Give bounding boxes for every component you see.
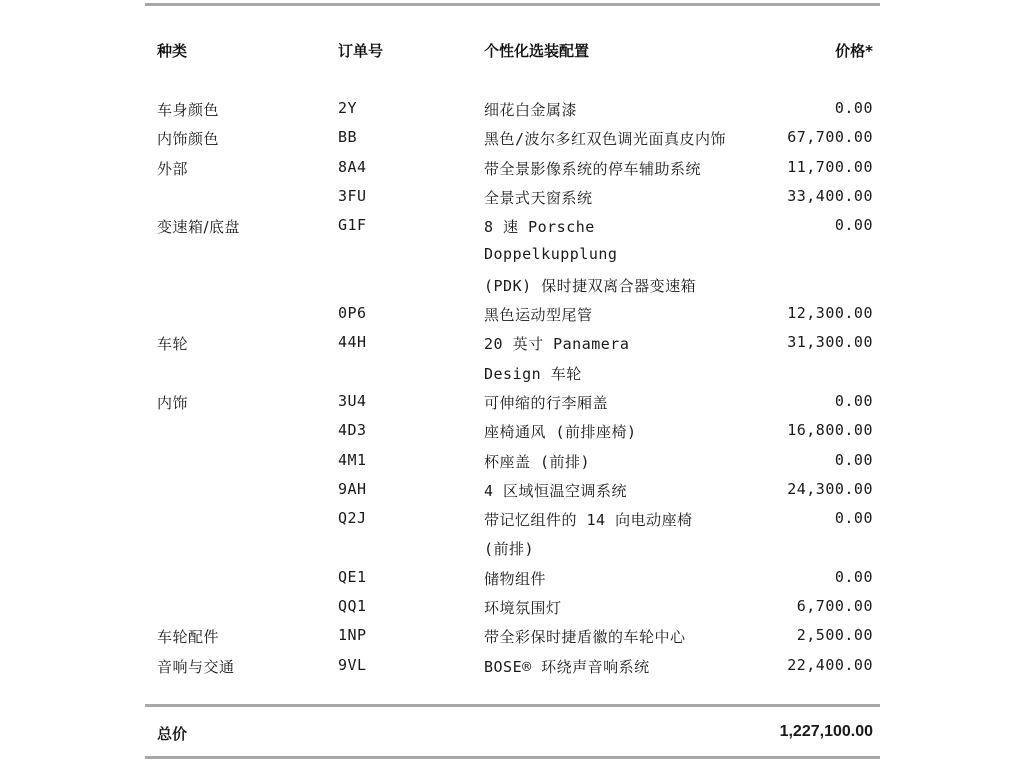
row-category: 内饰颜色 [157, 130, 220, 149]
row-order-number: 0P6 [338, 304, 367, 323]
row-option: 带全景影像系统的停车辅助系统 [484, 159, 702, 178]
row-option: Design 车轮 [484, 364, 582, 383]
row-price: 0.00 [834, 509, 873, 528]
row-option: 环境氛围灯 [484, 599, 562, 618]
table-row [0, 329, 1024, 358]
table-row [0, 124, 1024, 153]
header-price: 价格* [835, 42, 873, 60]
row-option: 黑色运动型尾管 [484, 306, 593, 325]
row-category: 音响与交通 [157, 657, 235, 676]
row-category: 车身颜色 [157, 101, 220, 119]
row-option: 8 速 Porsche [484, 218, 595, 237]
row-order-number: Q2J [338, 509, 367, 528]
row-option: 黑色/波尔多红双色调光面真皮内饰 [484, 130, 727, 149]
table-row [0, 154, 1024, 183]
total-label: 总价 [157, 725, 188, 743]
row-order-number: 3FU [338, 186, 367, 205]
table-row [0, 241, 1024, 270]
row-order-number: 2Y [338, 99, 358, 117]
table-row [0, 505, 1024, 534]
row-option: 可伸缩的行李厢盖 [484, 393, 609, 412]
total-divider-bottom [145, 756, 880, 759]
row-option: 储物组件 [484, 569, 547, 588]
row-price: 0.00 [834, 391, 873, 410]
row-order-number: 4M1 [338, 450, 367, 469]
row-option: 座椅通风 (前排座椅) [484, 423, 637, 442]
total-divider-top [145, 704, 880, 707]
row-price: 0.00 [834, 567, 873, 586]
top-divider [145, 3, 880, 6]
row-option: (前排) [484, 540, 535, 559]
row-option: BOSE® 环绕声音响系统 [484, 657, 650, 676]
row-category: 变速箱/底盘 [157, 218, 241, 237]
row-order-number: G1F [338, 216, 367, 235]
row-option: 4 区域恒温空调系统 [484, 481, 628, 500]
header-option: 个性化选装配置 [484, 42, 590, 60]
table-row [0, 183, 1024, 212]
row-price: 22,400.00 [787, 655, 873, 674]
table-row [0, 271, 1024, 300]
row-price: 24,300.00 [787, 479, 873, 498]
row-price: 0.00 [834, 450, 873, 469]
table-row [0, 593, 1024, 622]
row-price: 33,400.00 [787, 186, 873, 205]
table-row [0, 359, 1024, 388]
row-option: 杯座盖 (前排) [484, 452, 591, 471]
table-row [0, 300, 1024, 329]
row-option: 细花白金属漆 [484, 101, 578, 119]
row-price: 2,500.00 [796, 626, 873, 645]
table-row [0, 476, 1024, 505]
row-option: 带记忆组件的 14 向电动座椅 [484, 511, 693, 530]
table-row [0, 212, 1024, 241]
table-row [0, 95, 1024, 124]
row-price: 16,800.00 [787, 421, 873, 440]
row-order-number: 3U4 [338, 391, 367, 410]
row-option: 全景式天窗系统 [484, 188, 593, 207]
row-price: 0.00 [834, 216, 873, 235]
row-price: 0.00 [834, 99, 873, 117]
row-price: 31,300.00 [787, 333, 873, 352]
header-order-number: 订单号 [338, 42, 384, 60]
row-price: 12,300.00 [787, 304, 873, 323]
row-order-number: QE1 [338, 567, 367, 586]
table-row [0, 417, 1024, 446]
row-order-number: 8A4 [338, 157, 367, 176]
row-category: 内饰 [157, 393, 189, 412]
table-row [0, 564, 1024, 593]
row-category: 外部 [157, 159, 189, 178]
row-option: Doppelkupplung [484, 245, 618, 264]
row-option: 带全彩保时捷盾徽的车轮中心 [484, 628, 686, 647]
header-category: 种类 [157, 42, 188, 60]
row-option: (PDK) 保时捷双离合器变速箱 [484, 276, 697, 295]
row-order-number: 4D3 [338, 421, 367, 440]
total-value: 1,227,100.00 [779, 723, 873, 740]
row-price: 67,700.00 [787, 128, 873, 147]
row-order-number: 44H [338, 333, 367, 352]
table-row [0, 622, 1024, 651]
row-price: 11,700.00 [787, 157, 873, 176]
row-option: 20 英寸 Panamera [484, 335, 630, 354]
table-row [0, 447, 1024, 476]
row-order-number: QQ1 [338, 597, 367, 616]
row-price: 6,700.00 [796, 597, 873, 616]
row-order-number: BB [338, 128, 358, 147]
row-category: 车轮 [157, 335, 189, 354]
row-order-number: 9AH [338, 479, 367, 498]
options-table [0, 95, 1024, 681]
row-order-number: 1NP [338, 626, 367, 645]
table-row [0, 388, 1024, 417]
table-row [0, 652, 1024, 681]
row-category: 车轮配件 [157, 628, 220, 647]
row-order-number: 9VL [338, 655, 367, 674]
table-row [0, 534, 1024, 563]
